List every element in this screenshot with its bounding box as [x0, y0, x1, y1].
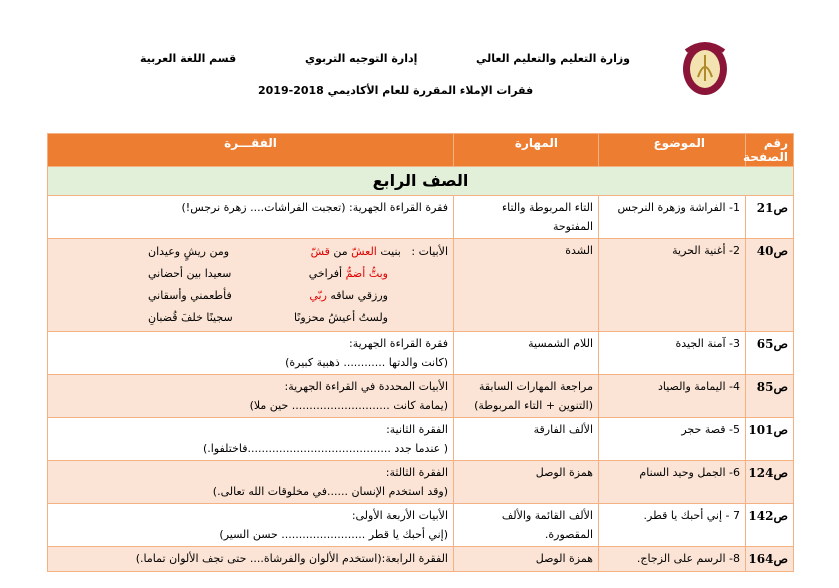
- topic-cell: 5- قصة حجر: [599, 418, 746, 461]
- skill-cell: اللام الشمسية: [454, 332, 599, 375]
- skill-cell: الألف الفارقة: [454, 418, 599, 461]
- skill-cell: همزة الوصل: [454, 547, 599, 572]
- poem-cell: [48, 239, 454, 332]
- ministry-name: وزارة التعليم والتعليم العالي: [476, 52, 631, 65]
- page-cell: ص65: [746, 332, 794, 375]
- paragraph-cell: [48, 196, 454, 239]
- page-cell: ص124: [746, 461, 794, 504]
- page-cell: ص85: [746, 375, 794, 418]
- col-topic: الموضوع: [599, 134, 746, 167]
- paragraph-line: (إني أحبك يا قطر ........................ حسن السير): [219, 528, 448, 541]
- page-cell: ص21: [746, 196, 794, 239]
- paragraph-cell: [48, 418, 454, 461]
- paragraph-cell: [48, 504, 454, 547]
- poem-text: ومن ريشٍ وعيدان: [148, 245, 230, 258]
- poem-text: فأطعمني وأسقاني: [148, 289, 232, 302]
- paragraph-line: الفقرة الرابعة:(استخدم الألوان والفرشاة.... حتى تجف الألوان تماما.): [135, 552, 448, 565]
- poem-label: الأبيات :: [411, 245, 448, 258]
- dictation-table: [47, 133, 794, 572]
- section-name: قسم اللغة العربية: [140, 52, 237, 65]
- table-row: [48, 461, 794, 504]
- skill-cell: التاء المربوطة والتاء المفتوحة: [454, 196, 599, 239]
- skill-cell: مراجعة المهارات السابقة (التنوين + التاء المربوطة): [454, 375, 599, 418]
- topic-cell: 4- اليمامة والصياد: [599, 375, 746, 418]
- poem-highlight: قشّ: [310, 245, 330, 258]
- paragraph-line: (يمامة كانت ............................ حين ملا): [249, 399, 448, 412]
- table-row: [48, 547, 794, 572]
- col-skill: المهارة: [454, 134, 599, 167]
- page-cell: ص164: [746, 547, 794, 572]
- poem-text: بنيت: [376, 245, 401, 258]
- skill-cell: الشدة: [454, 239, 599, 332]
- poem-text: سعيدا بين أحضاني: [148, 267, 232, 280]
- poem-highlight: وبتُّ أضمُّ: [345, 267, 388, 280]
- table-row: [48, 504, 794, 547]
- poem-line: [148, 241, 448, 263]
- table-row: [48, 239, 794, 332]
- topic-cell: 6- الجمل وحيد السنام: [599, 461, 746, 504]
- paragraph-line: الأبيات المحددة في القراءة الجهرية:: [284, 380, 448, 393]
- paragraph-line: الفقرة الثالثة:: [385, 466, 448, 479]
- topic-cell: 2- أغنية الحرية: [599, 239, 746, 332]
- paragraph-cell: [48, 375, 454, 418]
- topic-cell: 7 - إني أحبك يا قطر.: [599, 504, 746, 547]
- paragraph-cell: [48, 332, 454, 375]
- paragraph-line: الأبيات الأربعة الأولى:: [351, 509, 448, 522]
- poem-highlight: العشّ: [351, 245, 377, 258]
- page-cell: ص101: [746, 418, 794, 461]
- ministry-logo: [680, 37, 730, 97]
- department-name: إدارة التوجيه التربوي: [305, 52, 418, 65]
- poem-text: ورزقي ساقه: [326, 289, 388, 302]
- topic-cell: 1- الفراشة وزهرة النرجس: [599, 196, 746, 239]
- col-page: رقم الصفحة: [746, 134, 794, 167]
- paragraph-line: فقرة القراءة الجهرية: (تعجبت الفراشات.... زهرة نرجس!): [181, 201, 448, 214]
- grade-title: الصف الرابع: [48, 167, 794, 196]
- paragraph-line: فقرة القراءة الجهرية:: [349, 337, 448, 350]
- table-row: [48, 196, 794, 239]
- poem-text: أفراخي: [308, 267, 346, 280]
- skill-cell: الألف القائمة والألف المقصورة.: [454, 504, 599, 547]
- page-cell: ص142: [746, 504, 794, 547]
- poem-line: [148, 263, 388, 285]
- paragraph-line: الفقرة الثانية:: [386, 423, 448, 436]
- poem-line: [148, 307, 388, 329]
- paragraph-cell: [48, 461, 454, 504]
- document-title: فقرات الإملاء المقررة للعام الأكاديمي 2018-2019: [258, 84, 534, 97]
- topic-cell: 8- الرسم على الزجاج.: [599, 547, 746, 572]
- poem-highlight: ربّي: [309, 289, 327, 302]
- poem-text: سجينًا خلفَ قُضبانِ: [148, 311, 233, 324]
- paragraph-line: (وقد استخدم الإنسان ......في مخلوقات الله تعالى.): [212, 485, 448, 498]
- table-row: [48, 332, 794, 375]
- col-paragraph: الفقـــرة: [48, 134, 454, 167]
- poem-text: ولستُ أعيشُ محزونًا: [293, 311, 388, 324]
- topic-cell: 3- آمنة الجيدة: [599, 332, 746, 375]
- poem-line: [148, 285, 388, 307]
- paragraph-line: (كانت والدتها ............ ذهبية كبيرة): [285, 356, 448, 369]
- paragraph-line: ( عندما جدد .........................................فاختلفوا.): [203, 442, 448, 455]
- paragraph-cell: [48, 547, 454, 572]
- table-header-row: [48, 134, 794, 167]
- table-row: [48, 375, 794, 418]
- poem-text: من: [329, 245, 352, 258]
- table-row: [48, 418, 794, 461]
- page-cell: ص40: [746, 239, 794, 332]
- skill-cell: همزة الوصل: [454, 461, 599, 504]
